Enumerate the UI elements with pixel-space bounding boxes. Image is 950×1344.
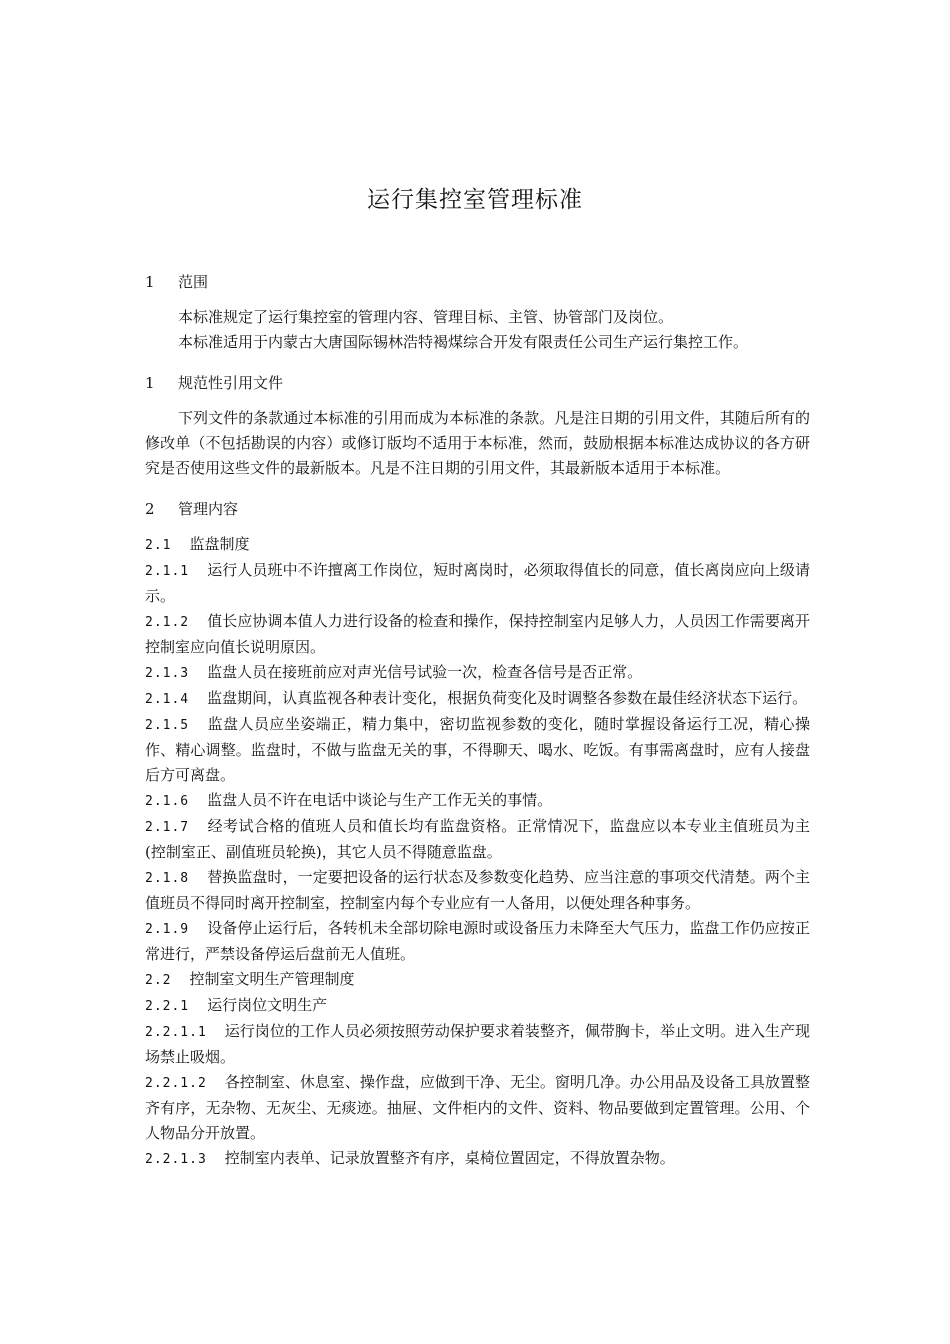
clause-number: 2.2.1.1 <box>145 1025 207 1040</box>
clause-text: 运行人员班中不许擅离工作岗位，短时离岗时，必须取得值长的同意，值长离岗应向上级请示。 <box>145 561 810 605</box>
clause-text: 各控制室、休息室、操作盘，应做到干净、无尘。窗明几净。办公用品及设备工具放置整齐有序，无杂物、无灰尘、无痰迹。抽屉、文件柜内的文件、资料、物品要做到定置管理。公用、个人物品分开放置。 <box>145 1073 810 1142</box>
clause-text: 运行岗位的工作人员必须按照劳动保护要求着装整齐，佩带胸卡，举止文明。进入生产现场禁止吸烟。 <box>145 1022 810 1066</box>
clause-number: 2.2 <box>145 973 172 988</box>
clause <box>145 993 810 1019</box>
clause-number: 2.1.8 <box>145 871 190 886</box>
clause-text: 监盘人员不许在电话中谈论与生产工作无关的事情。 <box>207 791 553 809</box>
paragraph: 下列文件的条款通过本标准的引用而成为本标准的条款。凡是注日期的引用文件，其随后所有的修改单（不包括勘误的内容）或修订版均不适用于本标准，然而，鼓励根据本标准达成协议的各方研究是否使用这些文件的最新版本。凡是不注日期的引用文件，其最新版本适用于本标准。 <box>145 409 810 477</box>
clause <box>145 788 810 814</box>
clause <box>145 712 810 788</box>
clause <box>145 916 810 967</box>
clause-text: 值长应协调本值人力进行设备的检查和操作，保持控制室内足够人力，人员因工作需要离开控制室应向值长说明原因。 <box>145 612 810 656</box>
clause-text: 运行岗位文明生产 <box>207 996 328 1014</box>
clause <box>145 865 810 916</box>
clause <box>145 609 810 660</box>
document-body <box>145 270 810 1172</box>
clause-number: 2.2.1.3 <box>145 1152 207 1167</box>
clause <box>145 1146 810 1172</box>
clause-text: 替换监盘时，一定要把设备的运行状态及参数变化趋势、应当注意的事项交代清楚。两个主值班员不得同时离开控制室，控制室内每个专业应有一人备用，以便处理各种事务。 <box>145 868 810 912</box>
section-number: 1 <box>145 273 155 291</box>
clause-number: 2.1.3 <box>145 666 190 681</box>
section-heading-refs <box>145 371 810 396</box>
clause-text: 设备停止运行后，各转机未全部切除电源时或设备压力未降至大气压力，监盘工作仍应按正常进行，严禁设备停运后盘前无人值班。 <box>145 919 810 963</box>
clause-list <box>145 532 810 1172</box>
clause-text: 经考试合格的值班人员和值长均有监盘资格。正常情况下，监盘应以本专业主值班员为主(控制室正、副值班员轮换)，其它人员不得随意监盘。 <box>145 817 810 861</box>
clause <box>145 558 810 609</box>
section-title: 管理内容 <box>178 500 239 518</box>
clause <box>145 686 810 712</box>
document-title: 运行集控室管理标准 <box>367 187 583 213</box>
clause-number: 2.2.1.2 <box>145 1076 207 1091</box>
clause-number: 2.1.6 <box>145 794 190 809</box>
clause-text: 监盘人员应坐姿端正，精力集中，密切监视参数的变化，随时掌握设备运行工况，精心操作、精心调整。监盘时，不做与监盘无关的事，不得聊天、喝水、吃饭。有事需离盘时，应有人接盘后方可离盘。 <box>145 715 810 784</box>
section-number: 1 <box>145 374 155 392</box>
clause <box>145 1070 810 1146</box>
clause-number: 2.1.2 <box>145 615 190 630</box>
clause-number: 2.1 <box>145 538 172 553</box>
section-heading-scope <box>145 270 810 295</box>
clause-text: 控制室文明生产管理制度 <box>189 970 355 988</box>
clause-number: 2.2.1 <box>145 999 190 1014</box>
clause-text: 监盘人员在接班前应对声光信号试验一次，检查各信号是否正常。 <box>207 663 643 681</box>
paragraph: 本标准适用于内蒙古大唐国际锡林浩特褐煤综合开发有限责任公司生产运行集控工作。 <box>178 333 749 351</box>
section-title: 范围 <box>178 273 209 291</box>
clause-number: 2.1.9 <box>145 922 190 937</box>
clause-text: 控制室内表单、记录放置整齐有序，桌椅位置固定，不得放置杂物。 <box>224 1149 675 1167</box>
clause-number: 2.1.5 <box>145 718 190 733</box>
clause-number: 2.1.7 <box>145 820 190 835</box>
clause-number: 2.1.4 <box>145 692 190 707</box>
clause <box>145 967 810 993</box>
clause-number: 2.1.1 <box>145 564 190 579</box>
section-heading-content <box>145 497 810 522</box>
clause-text: 监盘制度 <box>189 535 250 553</box>
clause <box>145 532 810 558</box>
clause <box>145 660 810 686</box>
clause-text: 监盘期间，认真监视各种表计变化，根据负荷变化及时调整各参数在最佳经济状态下运行。 <box>207 689 808 707</box>
clause <box>145 814 810 865</box>
paragraph: 本标准规定了运行集控室的管理内容、管理目标、主管、协管部门及岗位。 <box>178 308 674 326</box>
section-title: 规范性引用文件 <box>178 374 284 392</box>
clause <box>145 1019 810 1070</box>
section-number: 2 <box>145 500 155 518</box>
